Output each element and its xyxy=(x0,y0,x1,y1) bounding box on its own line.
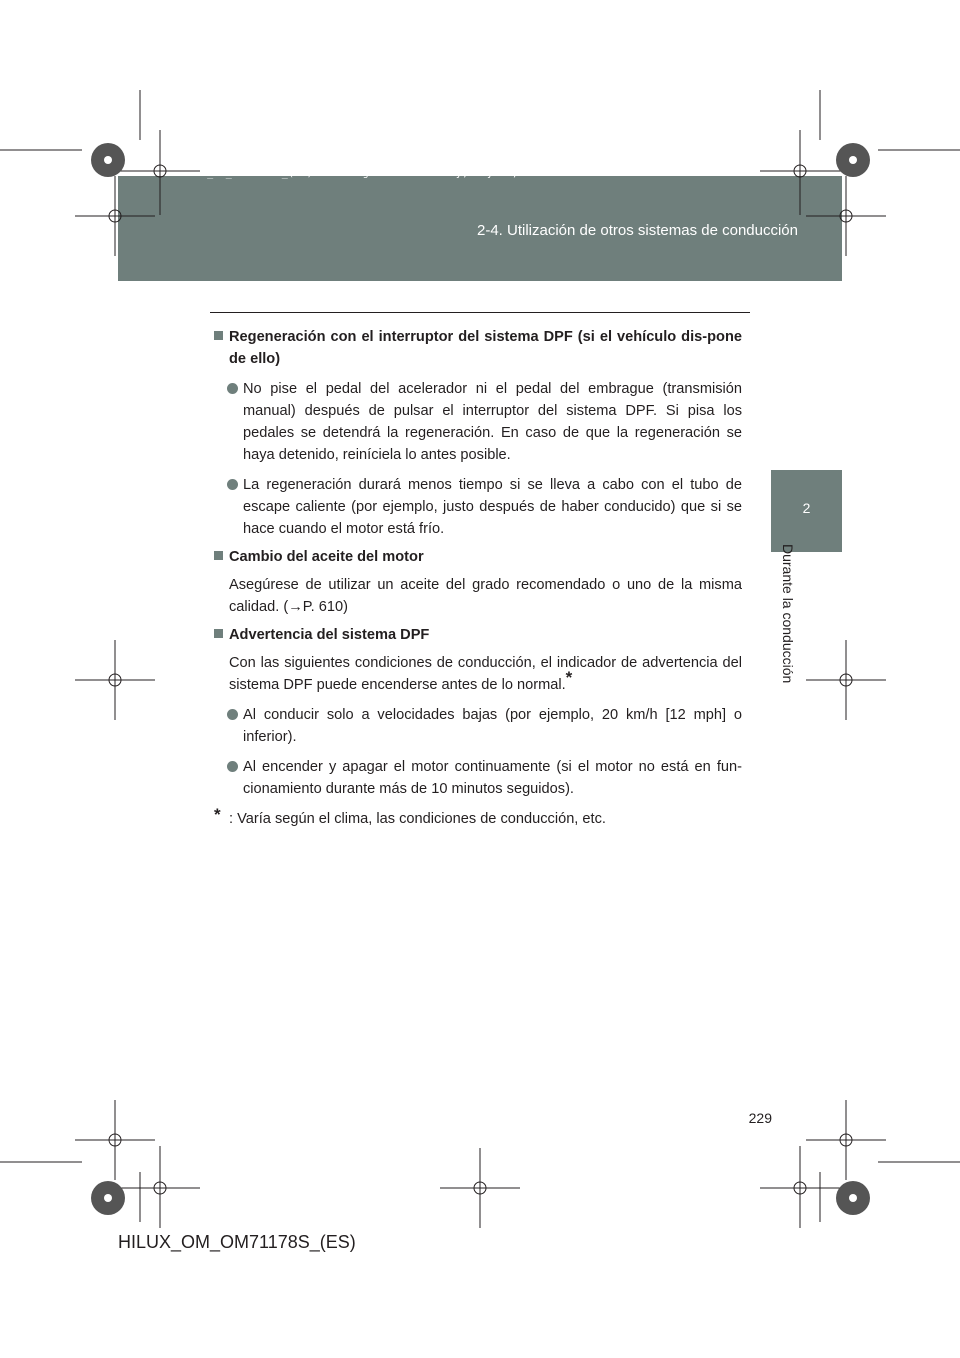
bullet-text: Al encender y apagar el motor continuamente (si el motor no está en fun-cionamiento durante más de 10 minutos seguidos). xyxy=(243,759,742,797)
footnote xyxy=(214,805,742,830)
bullet-item xyxy=(214,378,742,466)
heading-text: Advertencia del sistema DPF xyxy=(229,627,430,643)
page-content xyxy=(214,320,742,830)
section-paragraph: Asegúrese de utilizar un aceite del grado recomendado o uno de la misma calidad. (→P. 610) xyxy=(229,577,742,615)
section-paragraph xyxy=(214,652,742,696)
footnote-star: * xyxy=(214,805,221,824)
square-bullet-icon xyxy=(214,551,223,560)
content-rule xyxy=(210,312,750,313)
file-stamp: HILUX_OM_OM71178S_(ES).book Page 229 Wednesday, May 16, 2012 3:09 PM xyxy=(176,168,599,179)
circle-bullet-icon xyxy=(227,479,238,490)
circle-bullet-icon xyxy=(227,709,238,720)
section-heading xyxy=(214,326,742,370)
section-heading xyxy=(214,624,742,646)
chapter-number: 2 xyxy=(802,500,811,516)
chapter-label: Durante la conducción xyxy=(780,544,796,684)
bullet-text: La regeneración durará menos tiempo si se lleva a cabo con el tubo de escape caliente (por ejemplo, justo después de haber conducido) que si se hace cuando el motor está frío. xyxy=(243,477,742,537)
footer-code: HILUX_OM_OM71178S_(ES) xyxy=(118,1232,356,1252)
bullet-item xyxy=(214,756,742,800)
chapter-tab xyxy=(771,470,842,552)
bullet-item xyxy=(214,704,742,748)
section-heading xyxy=(214,546,742,568)
header-band xyxy=(118,176,842,281)
section-title: 2-4. Utilización de otros sistemas de conducción xyxy=(477,222,798,239)
square-bullet-icon xyxy=(214,629,223,638)
heading-text: Regeneración con el interruptor del sistema DPF (si el vehículo dis-pone de ello) xyxy=(229,329,742,367)
bullet-text: No pise el pedal del acelerador ni el pedal del embrague (transmisión manual) después de pulsar el interruptor del sistema DPF. Si pisa los pedales se detendrá la regeneración. En caso de que la regeneración se haya detenido, reiníciela lo antes posible. xyxy=(243,381,742,463)
bullet-item xyxy=(214,474,742,540)
circle-bullet-icon xyxy=(227,383,238,394)
footnote-marker: * xyxy=(565,668,573,688)
bullet-text: Al conducir solo a velocidades bajas (por ejemplo, 20 km/h [12 mph] o inferior). xyxy=(243,707,742,745)
paragraph-text: Con las siguientes condiciones de conducción, el indicador de advertencia del sistema DPF puede encenderse antes de lo normal. xyxy=(229,655,742,693)
page-number: 229 xyxy=(748,1110,772,1126)
circle-bullet-icon xyxy=(227,761,238,772)
square-bullet-icon xyxy=(214,331,223,340)
heading-text: Cambio del aceite del motor xyxy=(229,549,424,565)
footnote-text: : Varía según el clima, las condiciones de conducción, etc. xyxy=(229,811,606,827)
